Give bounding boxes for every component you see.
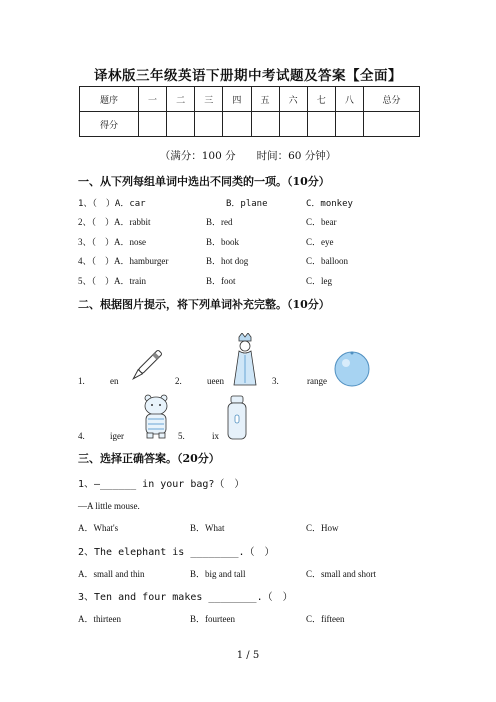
option-c: C．fifteen <box>306 614 345 624</box>
fill-num: 1. <box>78 376 85 386</box>
score-table <box>79 86 420 137</box>
fill-word: iger <box>110 431 124 441</box>
fill-word: ueen <box>207 376 224 386</box>
exam-info: （满分：100 分 时间：60 分钟） <box>159 150 337 162</box>
item-a: 4、（ ）A．hamburger <box>78 256 169 266</box>
question-1: 1、—______ in your bag?（ ） <box>78 479 245 490</box>
option-b: B．big and tall <box>190 569 246 579</box>
score-header-cell: 四 <box>223 87 251 112</box>
item-c: C．bear <box>306 217 337 227</box>
fill-word: ix <box>212 431 220 441</box>
page-number: 1 / 5 <box>236 650 260 661</box>
item-b: B．foot <box>206 276 236 286</box>
item-b: B．red <box>206 217 233 227</box>
item-b: B．plane <box>226 199 268 209</box>
score-header-cell: 八 <box>335 87 363 112</box>
item-a: 2、（ ）A．rabbit <box>78 217 151 227</box>
item-b: B．book <box>206 237 240 247</box>
fill-num: 5. <box>178 431 185 441</box>
fill-num: 4. <box>78 431 85 441</box>
page-title: 译林版三年级英语下册期中考试题及答案【全面】 <box>94 68 402 84</box>
queen-icon <box>229 333 261 387</box>
section3-title: 三、选择正确答案。（20分） <box>78 452 220 465</box>
question-2: 2、The elephant is ________.（ ） <box>78 547 275 558</box>
option-c: C．small and short <box>306 569 376 579</box>
score-header-cell: 一 <box>139 87 167 112</box>
score-cell[interactable] <box>279 112 307 137</box>
item-c: C．monkey <box>306 199 353 209</box>
score-cell[interactable] <box>139 112 167 137</box>
score-header-cell: 三 <box>195 87 223 112</box>
score-header-cell: 题序 <box>80 87 139 112</box>
option-a: A．thirteen <box>78 614 121 624</box>
section1-title: 一、从下列每组单词中选出不同类的一项。（10分） <box>78 175 330 188</box>
score-cell[interactable] <box>195 112 223 137</box>
milk-bottle-icon <box>226 395 248 441</box>
score-cell[interactable] <box>167 112 195 137</box>
question-3: 3、Ten and four makes ________.（ ） <box>78 592 293 603</box>
score-header-cell: 五 <box>251 87 279 112</box>
section2-title: 二、根据图片提示，将下列单词补充完整。（10分） <box>78 298 330 311</box>
score-cell[interactable] <box>335 112 363 137</box>
score-cell[interactable] <box>364 112 420 137</box>
score-cell[interactable] <box>223 112 251 137</box>
fill-word: range <box>307 376 327 386</box>
fill-word: en <box>110 376 119 386</box>
option-a: A．What's <box>78 523 119 533</box>
item-c: C．balloon <box>306 256 348 266</box>
item-c: C．eye <box>306 237 334 247</box>
score-header-cell: 六 <box>279 87 307 112</box>
score-cell[interactable] <box>251 112 279 137</box>
item-a: 5、（ ）A．train <box>78 276 146 286</box>
score-cell[interactable] <box>307 112 335 137</box>
item-b: B．hot dog <box>206 256 249 266</box>
option-b: B．fourteen <box>190 614 235 624</box>
score-row-label: 得分 <box>80 112 139 137</box>
fill-num: 3. <box>272 376 279 386</box>
question-1-reply: —A little mouse. <box>78 501 140 511</box>
item-a: 1、（ ）A．car <box>78 199 146 209</box>
pen-icon <box>128 344 164 388</box>
score-header-cell: 七 <box>307 87 335 112</box>
item-a: 3、（ ）A．nose <box>78 237 146 247</box>
tiger-icon <box>138 393 174 439</box>
option-c: C．How <box>306 523 339 533</box>
score-row <box>80 112 420 137</box>
orange-icon <box>333 350 371 388</box>
option-b: B．What <box>190 523 225 533</box>
score-header-row <box>80 87 420 112</box>
item-c: C．leg <box>306 276 332 286</box>
score-header-cell: 总分 <box>364 87 420 112</box>
option-a: A．small and thin <box>78 569 145 579</box>
fill-num: 2. <box>175 376 182 386</box>
score-header-cell: 二 <box>167 87 195 112</box>
